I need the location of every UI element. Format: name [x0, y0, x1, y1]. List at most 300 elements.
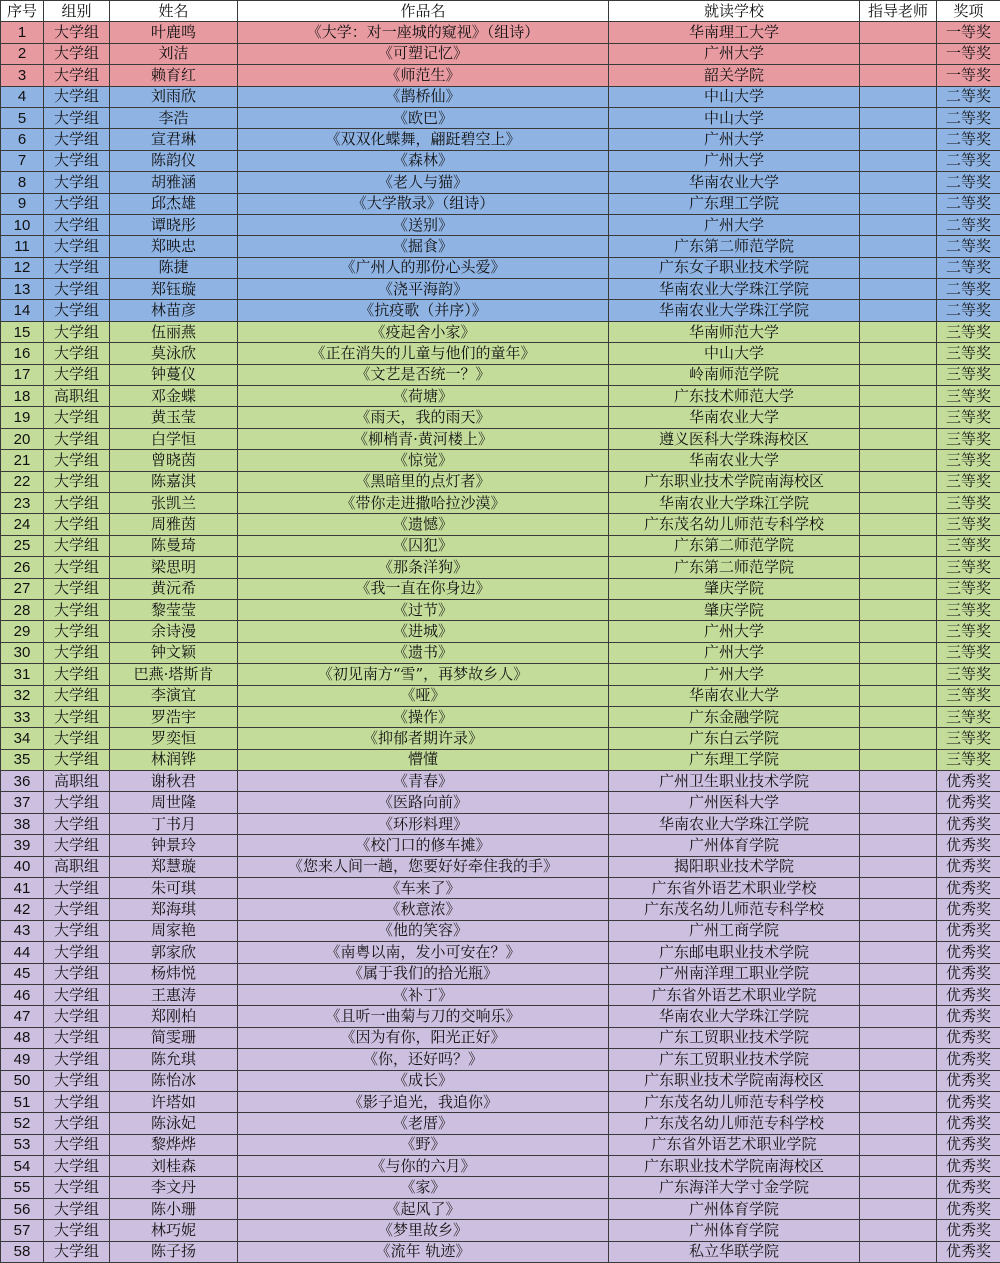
cell-work: 《你，还好吗？》 — [238, 1049, 609, 1070]
table-row — [1, 214, 1000, 235]
cell-no: 45 — [1, 963, 44, 984]
cell-name: 陈曼琦 — [110, 535, 238, 556]
cell-teacher — [860, 129, 937, 150]
cell-award: 三等奖 — [937, 664, 1000, 685]
cell-group: 大学组 — [44, 492, 110, 513]
cell-name: 周雅茵 — [110, 514, 238, 535]
cell-school: 广州大学 — [609, 129, 860, 150]
cell-work: 《属于我们的拾光瓶》 — [238, 963, 609, 984]
cell-group: 大学组 — [44, 450, 110, 471]
cell-name: 钟景玲 — [110, 835, 238, 856]
table-body — [1, 22, 1000, 1263]
cell-school: 广州工商学院 — [609, 920, 860, 941]
header-cell-work: 作品名 — [238, 1, 609, 22]
cell-school: 广东茂名幼儿师范专科学校 — [609, 899, 860, 920]
cell-school: 华南农业大学珠江学院 — [609, 300, 860, 321]
cell-teacher — [860, 1156, 937, 1177]
cell-name: 白学恒 — [110, 428, 238, 449]
cell-work: 《囚犯》 — [238, 535, 609, 556]
cell-award: 三等奖 — [937, 364, 1000, 385]
table-row — [1, 43, 1000, 64]
cell-school: 广东第二师范学院 — [609, 557, 860, 578]
cell-teacher — [860, 43, 937, 64]
cell-group: 大学组 — [44, 621, 110, 642]
cell-award: 三等奖 — [937, 492, 1000, 513]
cell-school: 广东茂名幼儿师范专科学校 — [609, 1113, 860, 1134]
cell-group: 大学组 — [44, 1241, 110, 1262]
cell-no: 33 — [1, 706, 44, 727]
cell-award: 三等奖 — [937, 514, 1000, 535]
cell-award: 三等奖 — [937, 749, 1000, 770]
cell-teacher — [860, 749, 937, 770]
table-row — [1, 86, 1000, 107]
cell-no: 1 — [1, 22, 44, 43]
cell-name: 刘洁 — [110, 43, 238, 64]
cell-group: 大学组 — [44, 1134, 110, 1155]
table-row — [1, 1027, 1000, 1048]
cell-award: 优秀奖 — [937, 856, 1000, 877]
cell-no: 37 — [1, 792, 44, 813]
cell-award: 优秀奖 — [937, 1198, 1000, 1219]
cell-teacher — [860, 1134, 937, 1155]
cell-school: 私立华联学院 — [609, 1241, 860, 1262]
cell-name: 王惠涛 — [110, 984, 238, 1005]
cell-teacher — [860, 150, 937, 171]
cell-group: 大学组 — [44, 706, 110, 727]
cell-name: 赖育红 — [110, 65, 238, 86]
cell-work: 《医路向前》 — [238, 792, 609, 813]
cell-work: 《哑》 — [238, 685, 609, 706]
cell-school: 华南农业大学 — [609, 407, 860, 428]
cell-work: 《青春》 — [238, 771, 609, 792]
table-row — [1, 835, 1000, 856]
cell-teacher — [860, 771, 937, 792]
cell-name: 许塔如 — [110, 1091, 238, 1112]
table-row — [1, 471, 1000, 492]
cell-name: 巴燕·塔斯肯 — [110, 664, 238, 685]
cell-award: 优秀奖 — [937, 813, 1000, 834]
cell-group: 大学组 — [44, 1049, 110, 1070]
cell-no: 28 — [1, 599, 44, 620]
cell-school: 中山大学 — [609, 107, 860, 128]
cell-school: 广东白云学院 — [609, 728, 860, 749]
cell-group: 大学组 — [44, 43, 110, 64]
cell-no: 12 — [1, 257, 44, 278]
cell-group: 大学组 — [44, 578, 110, 599]
table-row — [1, 792, 1000, 813]
cell-work: 《掘食》 — [238, 236, 609, 257]
table-row — [1, 1198, 1000, 1219]
cell-award: 二等奖 — [937, 300, 1000, 321]
header-cell-group: 组别 — [44, 1, 110, 22]
cell-work: 《柳梢青·黄河楼上》 — [238, 428, 609, 449]
cell-name: 宣君琳 — [110, 129, 238, 150]
cell-name: 叶鹿鸣 — [110, 22, 238, 43]
cell-no: 54 — [1, 1156, 44, 1177]
cell-group: 大学组 — [44, 599, 110, 620]
cell-work: 《过节》 — [238, 599, 609, 620]
cell-award: 三等奖 — [937, 471, 1000, 492]
table-row — [1, 407, 1000, 428]
cell-school: 韶关学院 — [609, 65, 860, 86]
cell-name: 陈泳妃 — [110, 1113, 238, 1134]
cell-school: 广东省外语艺术职业学校 — [609, 878, 860, 899]
cell-work: 《浇平海韵》 — [238, 279, 609, 300]
cell-work: 《双双化蝶舞，翩跹碧空上》 — [238, 129, 609, 150]
cell-teacher — [860, 813, 937, 834]
table-row — [1, 172, 1000, 193]
cell-name: 李演宜 — [110, 685, 238, 706]
cell-award: 优秀奖 — [937, 1134, 1000, 1155]
cell-award: 二等奖 — [937, 257, 1000, 278]
cell-no: 19 — [1, 407, 44, 428]
cell-teacher — [860, 65, 937, 86]
cell-teacher — [860, 557, 937, 578]
cell-no: 27 — [1, 578, 44, 599]
cell-group: 高职组 — [44, 771, 110, 792]
cell-name: 郑刚柏 — [110, 1006, 238, 1027]
table-row — [1, 813, 1000, 834]
cell-group: 大学组 — [44, 257, 110, 278]
cell-work: 《补丁》 — [238, 984, 609, 1005]
cell-no: 32 — [1, 685, 44, 706]
cell-teacher — [860, 963, 937, 984]
cell-work: 《雨天，我的雨天》 — [238, 407, 609, 428]
cell-school: 广州卫生职业技术学院 — [609, 771, 860, 792]
cell-work: 《南粤以南，发小可安在？》 — [238, 942, 609, 963]
cell-group: 大学组 — [44, 1198, 110, 1219]
cell-group: 大学组 — [44, 942, 110, 963]
cell-group: 大学组 — [44, 1156, 110, 1177]
cell-award: 二等奖 — [937, 193, 1000, 214]
cell-award: 二等奖 — [937, 172, 1000, 193]
cell-work: 《送别》 — [238, 214, 609, 235]
cell-group: 大学组 — [44, 899, 110, 920]
cell-award: 三等奖 — [937, 557, 1000, 578]
cell-award: 二等奖 — [937, 129, 1000, 150]
cell-school: 广东第二师范学院 — [609, 535, 860, 556]
cell-teacher — [860, 1241, 937, 1262]
table-header — [1, 1, 1000, 22]
cell-teacher — [860, 792, 937, 813]
cell-teacher — [860, 236, 937, 257]
cell-award: 三等奖 — [937, 621, 1000, 642]
cell-school: 广东邮电职业技术学院 — [609, 942, 860, 963]
header-cell-name: 姓名 — [110, 1, 238, 22]
cell-work: 《抗疫歌（并序）》 — [238, 300, 609, 321]
cell-award: 优秀奖 — [937, 899, 1000, 920]
cell-name: 郭家欣 — [110, 942, 238, 963]
cell-work: 《正在消失的儿童与他们的童年》 — [238, 343, 609, 364]
cell-name: 李浩 — [110, 107, 238, 128]
cell-award: 优秀奖 — [937, 792, 1000, 813]
cell-group: 大学组 — [44, 1027, 110, 1048]
table-row — [1, 1241, 1000, 1262]
cell-group: 大学组 — [44, 835, 110, 856]
cell-award: 优秀奖 — [937, 1113, 1000, 1134]
cell-work: 《校门口的修车摊》 — [238, 835, 609, 856]
cell-group: 大学组 — [44, 920, 110, 941]
cell-no: 35 — [1, 749, 44, 770]
cell-work: 《家》 — [238, 1177, 609, 1198]
cell-group: 大学组 — [44, 728, 110, 749]
cell-work: 《师范生》 — [238, 65, 609, 86]
cell-teacher — [860, 664, 937, 685]
cell-no: 39 — [1, 835, 44, 856]
table-row — [1, 428, 1000, 449]
cell-award: 三等奖 — [937, 706, 1000, 727]
cell-name: 梁思明 — [110, 557, 238, 578]
cell-award: 二等奖 — [937, 214, 1000, 235]
table-row — [1, 193, 1000, 214]
table-row — [1, 621, 1000, 642]
cell-work: 《野》 — [238, 1134, 609, 1155]
cell-work: 《鹊桥仙》 — [238, 86, 609, 107]
table-row — [1, 1134, 1000, 1155]
cell-no: 48 — [1, 1027, 44, 1048]
cell-no: 13 — [1, 279, 44, 300]
cell-award: 优秀奖 — [937, 920, 1000, 941]
cell-no: 21 — [1, 450, 44, 471]
cell-name: 黎烨烨 — [110, 1134, 238, 1155]
cell-award: 优秀奖 — [937, 835, 1000, 856]
cell-work: 《因为有你，阳光正好》 — [238, 1027, 609, 1048]
cell-no: 18 — [1, 386, 44, 407]
cell-no: 16 — [1, 343, 44, 364]
cell-teacher — [860, 107, 937, 128]
cell-group: 大学组 — [44, 664, 110, 685]
table-row — [1, 321, 1000, 342]
cell-school: 广东职业技术学院南海校区 — [609, 1156, 860, 1177]
cell-work: 《带你走进撒哈拉沙漠》 — [238, 492, 609, 513]
cell-name: 郑慧璇 — [110, 856, 238, 877]
cell-school: 广东海洋大学寸金学院 — [609, 1177, 860, 1198]
table-row — [1, 129, 1000, 150]
cell-school: 中山大学 — [609, 86, 860, 107]
cell-work: 《起风了》 — [238, 1198, 609, 1219]
cell-school: 广州大学 — [609, 43, 860, 64]
cell-teacher — [860, 1198, 937, 1219]
cell-work: 《他的笑容》 — [238, 920, 609, 941]
cell-award: 三等奖 — [937, 642, 1000, 663]
cell-no: 15 — [1, 321, 44, 342]
cell-name: 陈捷 — [110, 257, 238, 278]
cell-work: 《欧巴》 — [238, 107, 609, 128]
cell-group: 大学组 — [44, 1177, 110, 1198]
cell-name: 谭晓彤 — [110, 214, 238, 235]
cell-group: 大学组 — [44, 749, 110, 770]
cell-school: 遵义医科大学珠海校区 — [609, 428, 860, 449]
cell-school: 广东技术师范大学 — [609, 386, 860, 407]
cell-no: 11 — [1, 236, 44, 257]
cell-teacher — [860, 984, 937, 1005]
cell-name: 谢秋君 — [110, 771, 238, 792]
cell-group: 大学组 — [44, 1113, 110, 1134]
cell-group: 大学组 — [44, 1006, 110, 1027]
cell-group: 大学组 — [44, 300, 110, 321]
cell-award: 三等奖 — [937, 407, 1000, 428]
cell-group: 大学组 — [44, 193, 110, 214]
cell-no: 55 — [1, 1177, 44, 1198]
cell-no: 7 — [1, 150, 44, 171]
header-cell-teacher: 指导老师 — [860, 1, 937, 22]
cell-no: 43 — [1, 920, 44, 941]
table-row — [1, 279, 1000, 300]
cell-name: 郑映忠 — [110, 236, 238, 257]
cell-no: 4 — [1, 86, 44, 107]
cell-school: 广东工贸职业技术学院 — [609, 1049, 860, 1070]
cell-group: 大学组 — [44, 557, 110, 578]
cell-award: 优秀奖 — [937, 771, 1000, 792]
cell-award: 优秀奖 — [937, 1220, 1000, 1241]
cell-work: 《森林》 — [238, 150, 609, 171]
cell-school: 广东工贸职业技术学院 — [609, 1027, 860, 1048]
cell-no: 47 — [1, 1006, 44, 1027]
cell-no: 25 — [1, 535, 44, 556]
header-cell-award: 奖项 — [937, 1, 1000, 22]
cell-school: 中山大学 — [609, 343, 860, 364]
cell-teacher — [860, 364, 937, 385]
cell-group: 大学组 — [44, 642, 110, 663]
cell-name: 陈嘉淇 — [110, 471, 238, 492]
cell-teacher — [860, 1220, 937, 1241]
cell-teacher — [860, 471, 937, 492]
cell-name: 胡雅涵 — [110, 172, 238, 193]
cell-school: 肇庆学院 — [609, 599, 860, 620]
cell-teacher — [860, 856, 937, 877]
cell-name: 余诗漫 — [110, 621, 238, 642]
cell-school: 广州医科大学 — [609, 792, 860, 813]
cell-no: 46 — [1, 984, 44, 1005]
cell-award: 三等奖 — [937, 428, 1000, 449]
cell-name: 伍丽燕 — [110, 321, 238, 342]
cell-no: 52 — [1, 1113, 44, 1134]
table-row — [1, 642, 1000, 663]
cell-work: 《秋意浓》 — [238, 899, 609, 920]
cell-teacher — [860, 899, 937, 920]
table-row — [1, 599, 1000, 620]
table-row — [1, 300, 1000, 321]
cell-group: 大学组 — [44, 279, 110, 300]
cell-award: 二等奖 — [937, 236, 1000, 257]
cell-teacher — [860, 514, 937, 535]
table-row — [1, 514, 1000, 535]
cell-no: 58 — [1, 1241, 44, 1262]
cell-award: 一等奖 — [937, 43, 1000, 64]
cell-name: 郑海琪 — [110, 899, 238, 920]
cell-name: 陈允琪 — [110, 1049, 238, 1070]
cell-school: 广东职业技术学院南海校区 — [609, 1070, 860, 1091]
cell-work: 《流年 轨迹》 — [238, 1241, 609, 1262]
cell-award: 优秀奖 — [937, 984, 1000, 1005]
cell-school: 广东女子职业技术学院 — [609, 257, 860, 278]
cell-school: 广东理工学院 — [609, 749, 860, 770]
table-row — [1, 878, 1000, 899]
cell-work: 《大学：对一座城的窥视》（组诗） — [238, 22, 609, 43]
cell-award: 二等奖 — [937, 107, 1000, 128]
cell-school: 广东第二师范学院 — [609, 236, 860, 257]
cell-name: 钟文颖 — [110, 642, 238, 663]
cell-award: 优秀奖 — [937, 1027, 1000, 1048]
cell-name: 莫泳欣 — [110, 343, 238, 364]
cell-name: 罗奕恒 — [110, 728, 238, 749]
cell-school: 广州南洋理工职业学院 — [609, 963, 860, 984]
table-row — [1, 942, 1000, 963]
cell-work: 《环形料理》 — [238, 813, 609, 834]
cell-award: 优秀奖 — [937, 1049, 1000, 1070]
cell-teacher — [860, 599, 937, 620]
cell-award: 优秀奖 — [937, 1241, 1000, 1262]
cell-no: 8 — [1, 172, 44, 193]
cell-work: 《我一直在你身边》 — [238, 578, 609, 599]
cell-work: 《梦里故乡》 — [238, 1220, 609, 1241]
cell-group: 大学组 — [44, 86, 110, 107]
cell-name: 陈子扬 — [110, 1241, 238, 1262]
cell-school: 广东金融学院 — [609, 706, 860, 727]
cell-no: 23 — [1, 492, 44, 513]
cell-work: 《操作》 — [238, 706, 609, 727]
cell-no: 51 — [1, 1091, 44, 1112]
cell-award: 三等奖 — [937, 343, 1000, 364]
cell-name: 刘雨欣 — [110, 86, 238, 107]
table-row — [1, 492, 1000, 513]
cell-no: 34 — [1, 728, 44, 749]
cell-teacher — [860, 685, 937, 706]
cell-group: 大学组 — [44, 963, 110, 984]
cell-teacher — [860, 621, 937, 642]
cell-name: 李文丹 — [110, 1177, 238, 1198]
cell-no: 41 — [1, 878, 44, 899]
table-row — [1, 386, 1000, 407]
table-row — [1, 1070, 1000, 1091]
cell-group: 大学组 — [44, 813, 110, 834]
cell-teacher — [860, 407, 937, 428]
cell-award: 优秀奖 — [937, 963, 1000, 984]
cell-group: 大学组 — [44, 984, 110, 1005]
cell-teacher — [860, 86, 937, 107]
cell-work: 《进城》 — [238, 621, 609, 642]
table-row — [1, 22, 1000, 43]
cell-group: 大学组 — [44, 428, 110, 449]
cell-no: 49 — [1, 1049, 44, 1070]
cell-teacher — [860, 1177, 937, 1198]
cell-teacher — [860, 193, 937, 214]
cell-group: 大学组 — [44, 1070, 110, 1091]
cell-work: 《广州人的那份心头爱》 — [238, 257, 609, 278]
cell-no: 2 — [1, 43, 44, 64]
cell-award: 三等奖 — [937, 535, 1000, 556]
cell-teacher — [860, 22, 937, 43]
cell-teacher — [860, 535, 937, 556]
cell-name: 邓金蝶 — [110, 386, 238, 407]
cell-teacher — [860, 343, 937, 364]
cell-group: 大学组 — [44, 321, 110, 342]
table-row — [1, 236, 1000, 257]
table-row — [1, 450, 1000, 471]
cell-teacher — [860, 257, 937, 278]
cell-no: 9 — [1, 193, 44, 214]
cell-group: 大学组 — [44, 1091, 110, 1112]
cell-school: 广州体育学院 — [609, 1220, 860, 1241]
table-row — [1, 706, 1000, 727]
cell-school: 广东省外语艺术职业学院 — [609, 1134, 860, 1155]
cell-school: 广东理工学院 — [609, 193, 860, 214]
cell-award: 二等奖 — [937, 150, 1000, 171]
cell-no: 40 — [1, 856, 44, 877]
cell-name: 黎莹莹 — [110, 599, 238, 620]
cell-group: 大学组 — [44, 236, 110, 257]
table-row — [1, 1220, 1000, 1241]
